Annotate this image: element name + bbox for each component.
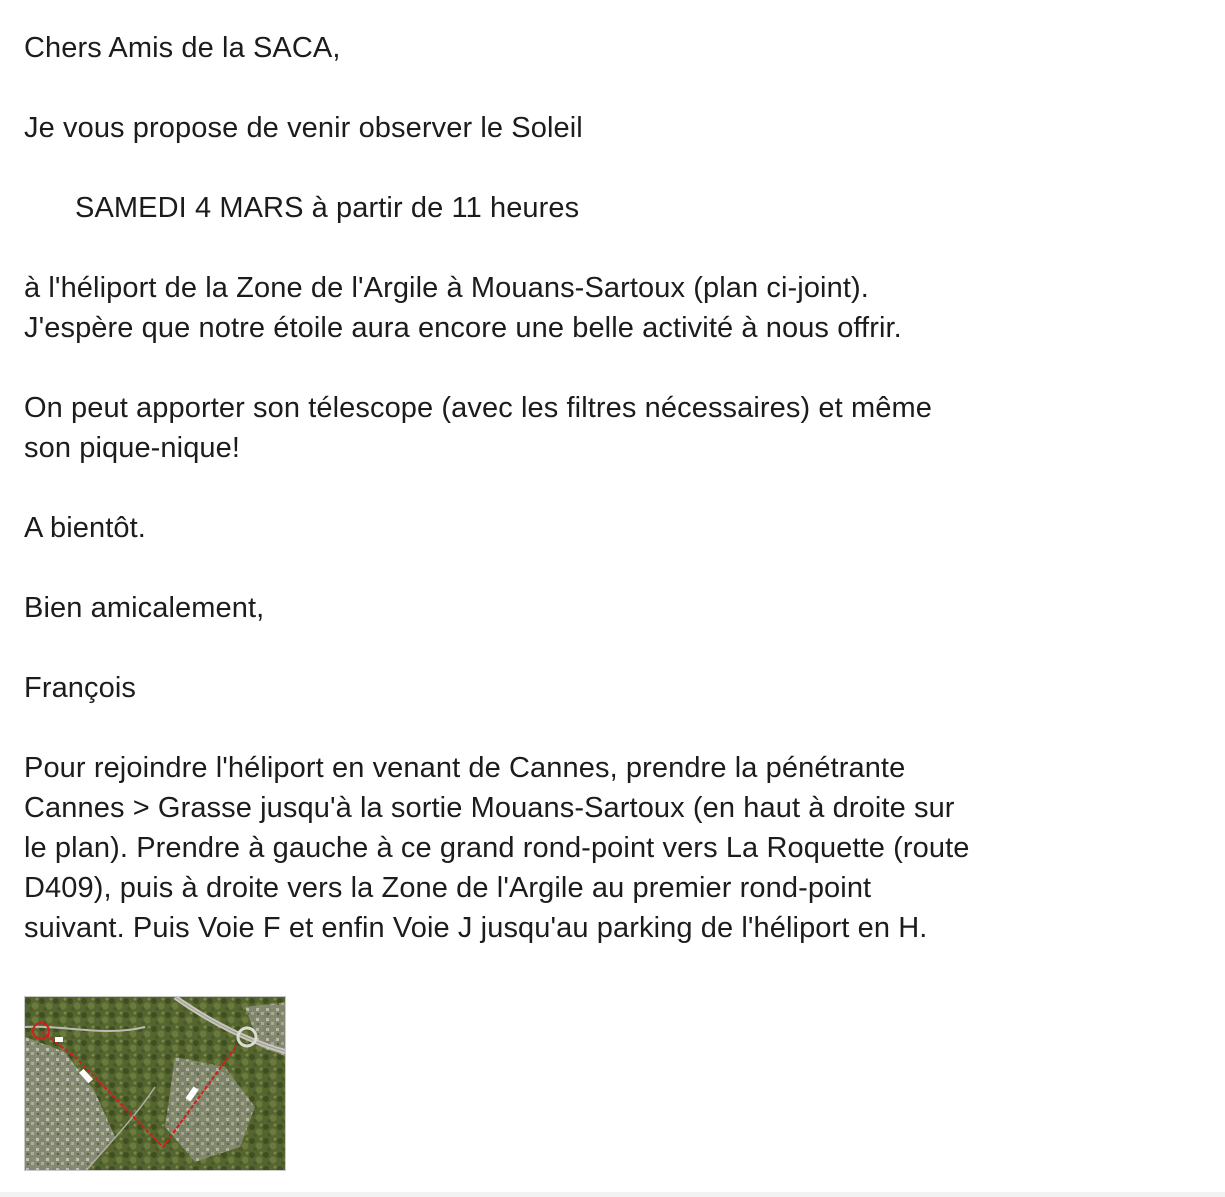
location-line: J'espère que notre étoile aura encore une belle activité à nous offrir.	[24, 312, 902, 344]
directions-line: D409), puis à droite vers la Zone de l'Argile au premier rond-point	[24, 872, 872, 904]
closing-text: Bien amicalement,	[24, 592, 265, 624]
map-attachment-thumbnail[interactable]	[24, 996, 286, 1171]
aerial-map-icon	[25, 997, 286, 1171]
directions-line: Pour rejoindre l'héliport en venant de Cannes, prendre la pénétrante	[24, 752, 906, 784]
event-date: SAMEDI 4 MARS à partir de 11 heures	[75, 192, 580, 224]
divider	[0, 1192, 1225, 1197]
directions-line: suivant. Puis Voie F et enfin Voie J jusqu'au parking de l'héliport en H.	[24, 912, 928, 944]
signature: François	[24, 672, 136, 704]
location-paragraph	[24, 268, 1204, 348]
directions-paragraph	[24, 748, 1204, 948]
directions-line: le plan). Prendre à gauche à ce grand rond-point vers La Roquette (route	[24, 832, 970, 864]
equipment-paragraph	[24, 388, 1204, 468]
equipment-line: On peut apporter son télescope (avec les filtres nécessaires) et même	[24, 392, 932, 424]
directions-line: Cannes > Grasse jusqu'à la sortie Mouans-Sartoux (en haut à droite sur	[24, 792, 955, 824]
see-you-text: A bientôt.	[24, 512, 146, 544]
location-line: à l'héliport de la Zone de l'Argile à Mouans-Sartoux (plan ci-joint).	[24, 272, 869, 304]
email-body	[24, 28, 1204, 988]
greeting: Chers Amis de la SACA,	[24, 32, 341, 64]
intro-text: Je vous propose de venir observer le Soleil	[24, 112, 583, 144]
equipment-line: son pique-nique!	[24, 432, 241, 464]
